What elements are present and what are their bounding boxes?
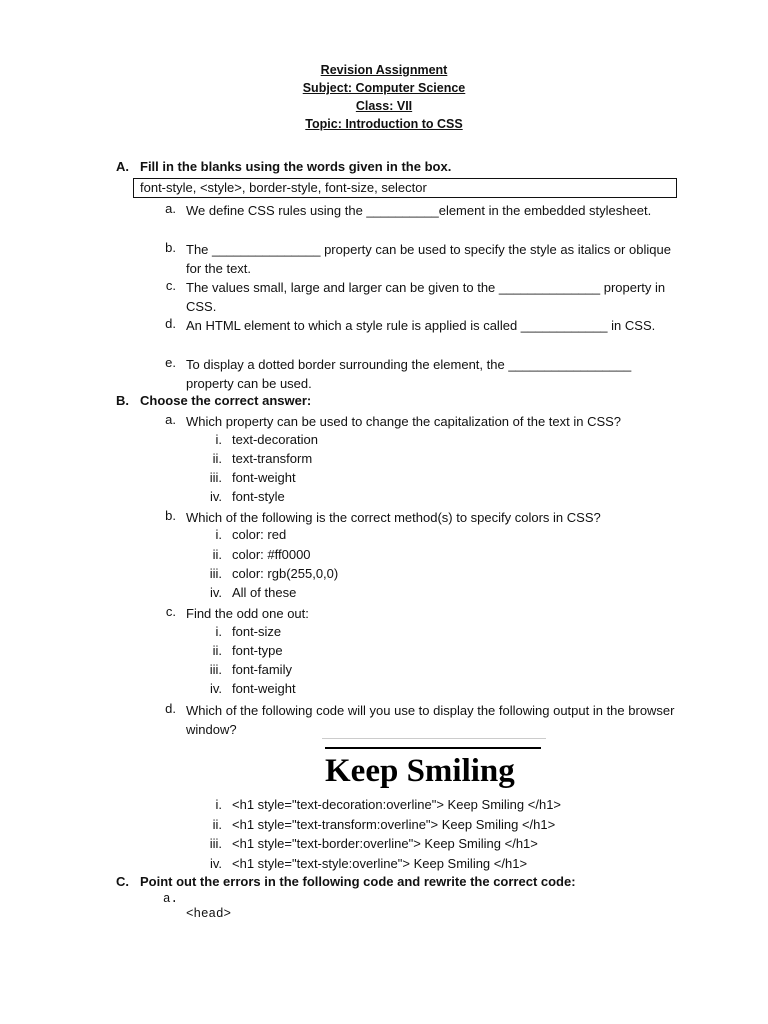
question-label: b.: [165, 508, 176, 523]
option-text: All of these: [232, 585, 297, 600]
question-text: Which property can be used to change the capitalization of the text in CSS?: [186, 414, 622, 429]
option-label: i.: [215, 432, 222, 447]
option-label: i.: [215, 527, 222, 542]
option-label: iv.: [209, 856, 222, 871]
section-a-heading: [116, 159, 676, 177]
option-text: <h1 style="text-decoration:overline"> Keep Smiling </h1>: [232, 797, 562, 812]
sample-output-image: [322, 738, 546, 793]
option-text: font-size: [232, 624, 282, 639]
option-label: i.: [215, 624, 222, 639]
option-label: i.: [215, 797, 222, 812]
option-text: color: red: [232, 527, 287, 542]
option-label: ii.: [212, 451, 222, 466]
option-label: ii.: [212, 643, 222, 658]
section-b-text: Choose the correct answer:: [140, 393, 312, 408]
section-a-label: A.: [116, 159, 129, 174]
option-text: color: rgb(255,0,0): [232, 566, 339, 581]
section-c-text: Point out the errors in the following code and rewrite the correct code:: [140, 874, 576, 889]
fill-item-label: e.: [165, 355, 176, 370]
option-label: ii.: [212, 547, 222, 562]
question-text: Find the odd one out:: [186, 606, 309, 621]
option-text: font-family: [232, 662, 292, 677]
question-label: a.: [165, 412, 176, 427]
fill-item-label: b.: [165, 240, 176, 255]
option-label: iii.: [209, 566, 222, 581]
option-text: font-type: [232, 643, 283, 658]
fill-item-label: a.: [165, 201, 176, 216]
overline-rule: [325, 747, 541, 749]
sample-output-text: Keep Smiling: [325, 753, 515, 789]
option-label: iv.: [209, 585, 222, 600]
section-c-heading: [116, 874, 676, 892]
section-a-text: Fill in the blanks using the words given in the box.: [140, 159, 452, 174]
fill-item-text: An HTML element to which a style rule is applied is called ____________ in CSS.: [186, 318, 656, 333]
subject-line: Subject: Computer Science: [302, 81, 466, 95]
word-box: font-style, <style>, border-style, font-size, selector: [133, 178, 677, 198]
fill-item-label: d.: [165, 316, 176, 331]
question-text: Which of the following is the correct method(s) to specify colors in CSS?: [186, 510, 601, 525]
section-b-heading: [116, 393, 676, 411]
fill-item-text: To display a dotted border surrounding the element, the _________________ property can be used.: [186, 357, 632, 391]
question-label: d.: [165, 701, 176, 716]
assignment-title: Revision Assignment: [320, 63, 448, 77]
option-text: <h1 style="text-transform:overline"> Keep Smiling </h1>: [232, 817, 556, 832]
question-label: c.: [165, 604, 176, 619]
option-text: <h1 style="text-border:overline"> Keep Smiling </h1>: [232, 836, 538, 851]
section-b-label: B.: [116, 393, 129, 408]
fill-item-text: The _______________ property can be used to specify the style as italics or oblique for the text.: [186, 242, 671, 276]
option-label: iv.: [209, 681, 222, 696]
option-text: font-weight: [232, 681, 296, 696]
topic-line: Topic: Introduction to CSS: [305, 117, 463, 131]
option-label: iii.: [209, 470, 222, 485]
class-line: Class: VII: [355, 99, 413, 113]
fill-item-label: c.: [165, 278, 176, 293]
option-label: iii.: [209, 662, 222, 677]
option-text: font-style: [232, 489, 285, 504]
option-text: <h1 style="text-style:overline"> Keep Smiling </h1>: [232, 856, 528, 871]
option-text: font-weight: [232, 470, 296, 485]
document-header: [0, 61, 768, 133]
fill-item-text: The values small, large and larger can be given to the ______________ property in CSS.: [186, 280, 666, 314]
option-label: iii.: [209, 836, 222, 851]
option-label: ii.: [212, 817, 222, 832]
fill-item-text: We define CSS rules using the __________element in the embedded stylesheet.: [186, 203, 652, 218]
code-item-label: a.: [163, 892, 179, 906]
section-c-label: C.: [116, 874, 129, 889]
code-line: <head>: [186, 907, 232, 921]
option-text: text-transform: [232, 451, 313, 466]
option-text: text-decoration: [232, 432, 318, 447]
question-text: Which of the following code will you use to display the following output in the browser window?: [186, 703, 675, 737]
option-label: iv.: [209, 489, 222, 504]
option-text: color: #ff0000: [232, 547, 311, 562]
